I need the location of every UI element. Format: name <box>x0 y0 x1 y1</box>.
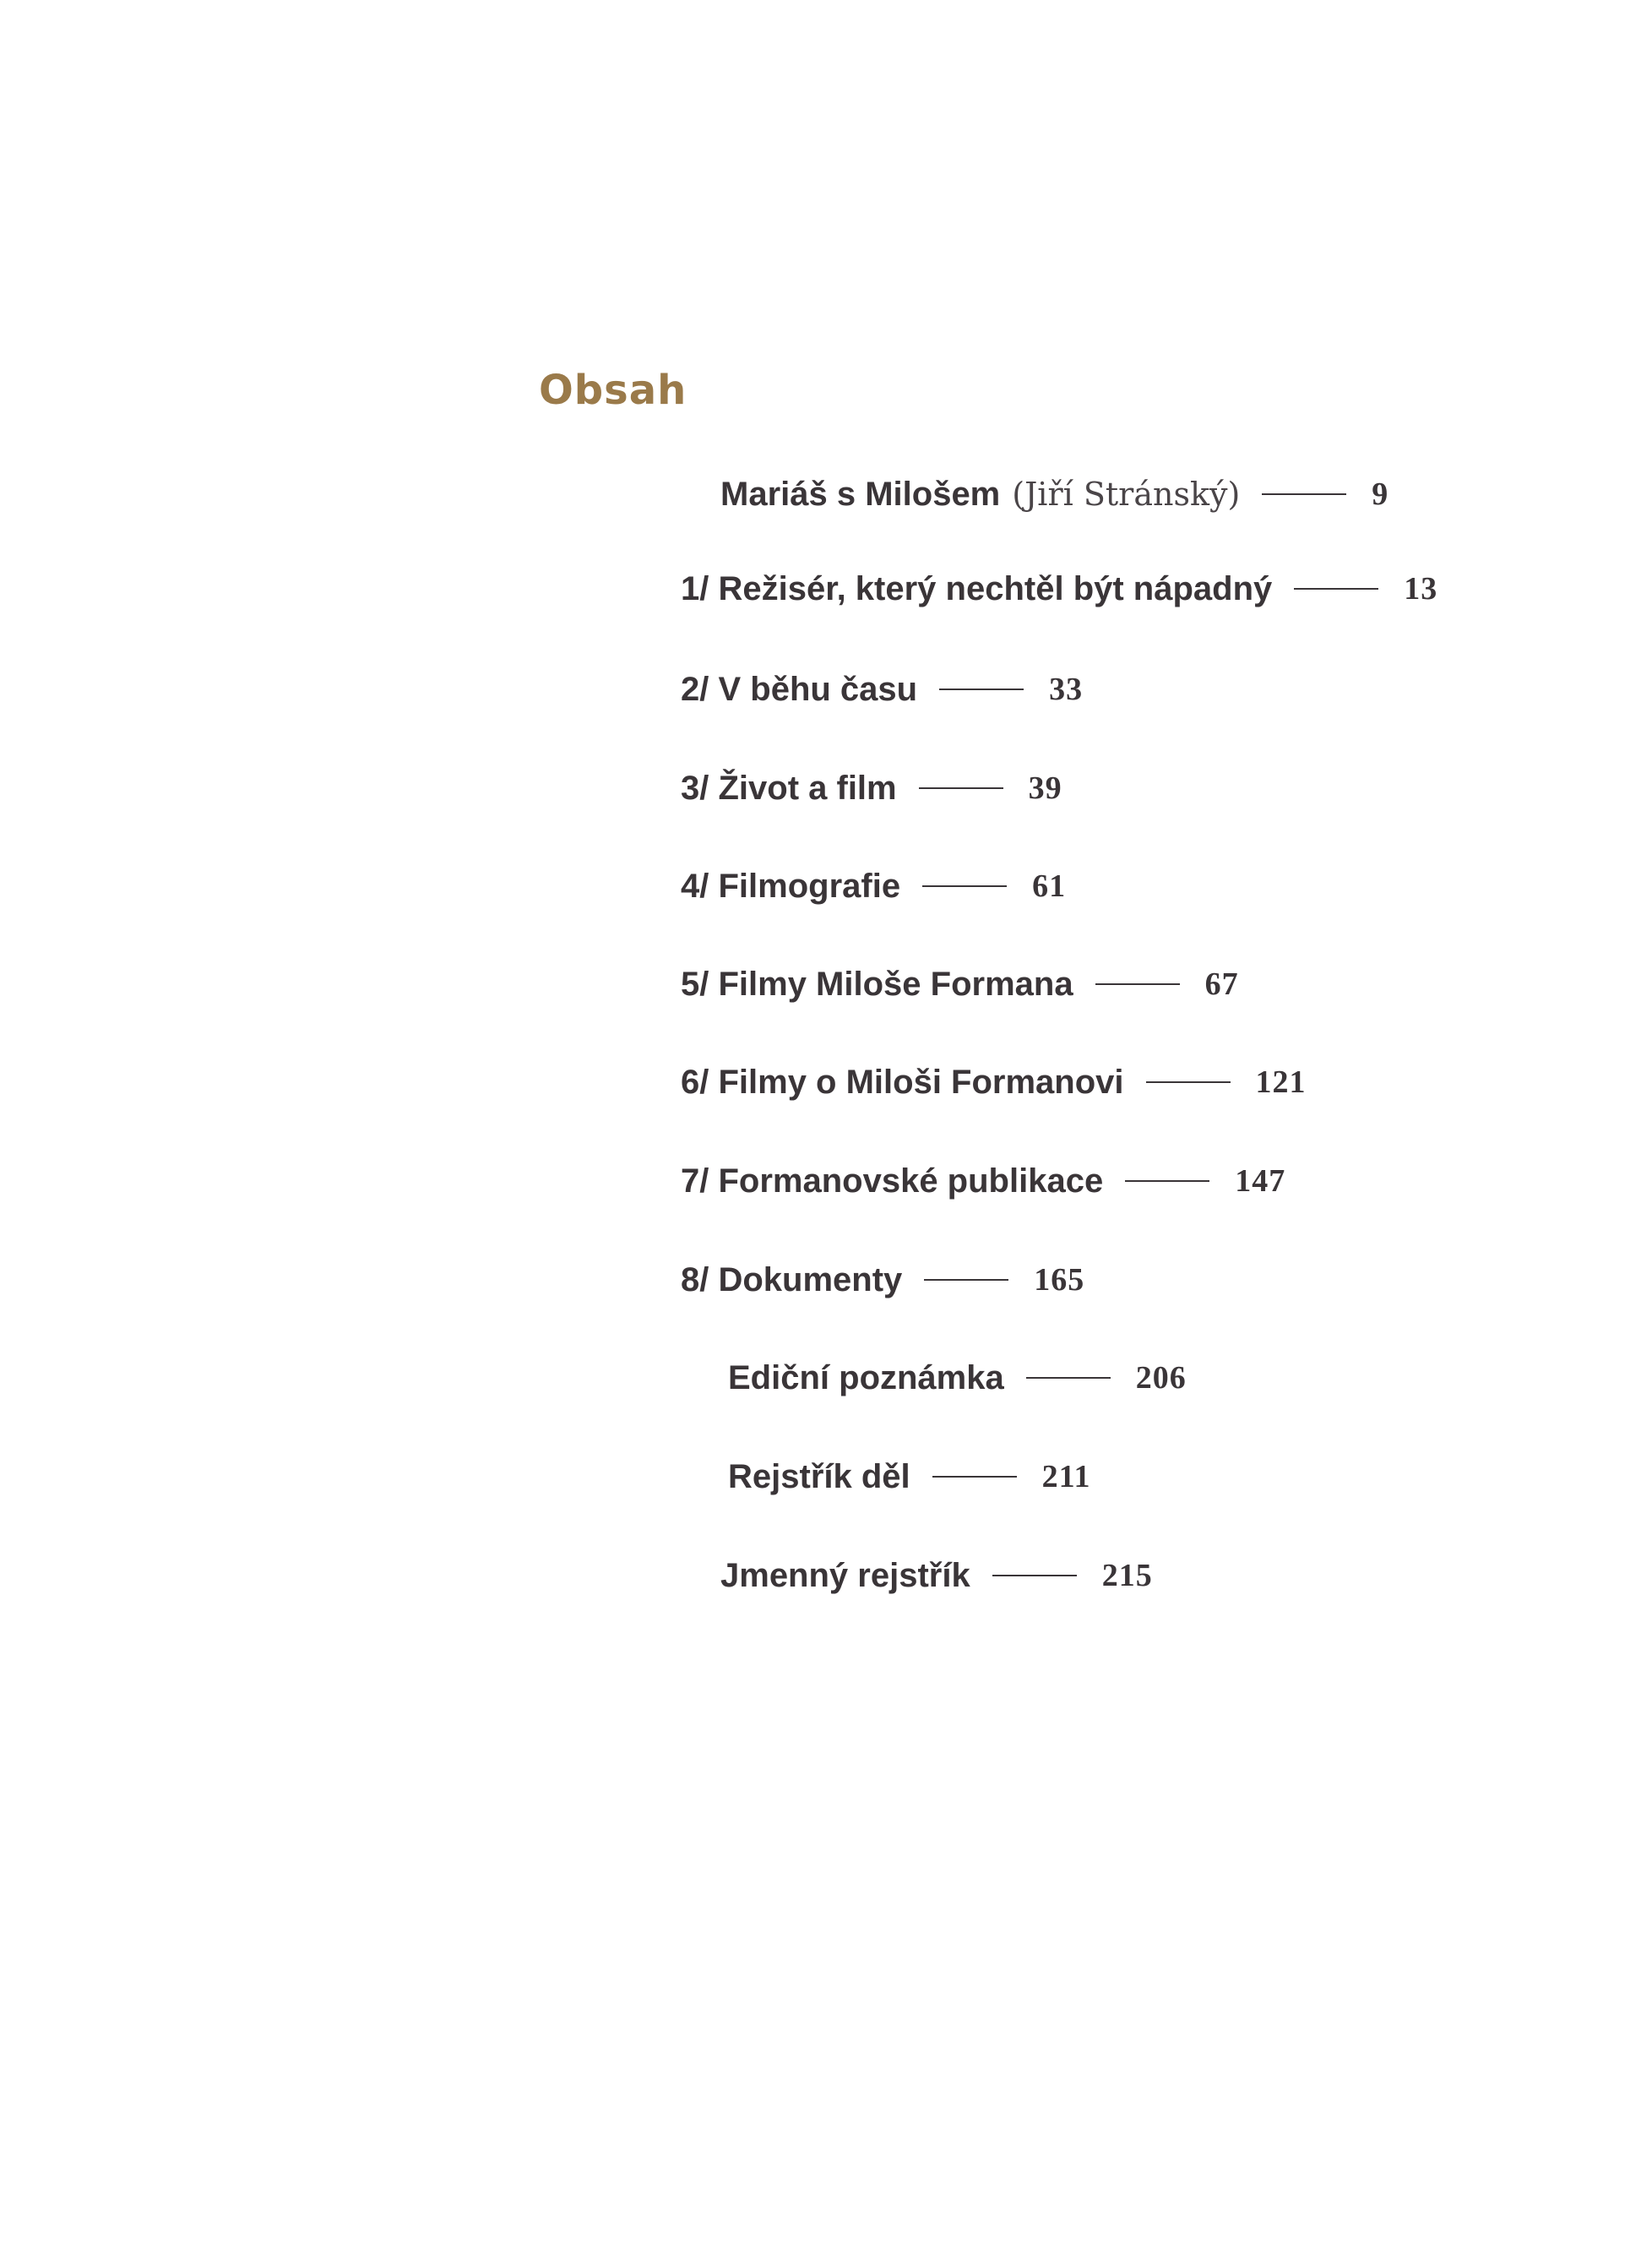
toc-entry-page: 206 <box>1135 1360 1187 1396</box>
toc-entry-page: 67 <box>1204 966 1239 1002</box>
toc-entry-page: 9 <box>1372 476 1389 512</box>
toc-entry-chapter-2 <box>681 664 1083 715</box>
toc-entry-page: 215 <box>1101 1558 1153 1593</box>
toc-entry-page: 121 <box>1255 1064 1307 1100</box>
toc-dash <box>922 885 1007 887</box>
toc-entry-page: 61 <box>1032 868 1067 904</box>
toc-entry-chapter-1 <box>681 563 1437 614</box>
toc-entry-chapter-8 <box>681 1255 1084 1305</box>
toc-entry-label: 3/ Život a film <box>681 769 897 807</box>
toc-entry-label: 4/ Filmografie <box>681 867 901 905</box>
toc-entry-page: 165 <box>1034 1262 1085 1298</box>
page-title: Obsah <box>539 367 687 414</box>
toc-entry-chapter-6 <box>681 1057 1307 1108</box>
toc-entry-chapter-7 <box>681 1156 1285 1206</box>
toc-entry-foreword <box>720 469 1388 520</box>
toc-entry-label: 2/ V běhu času <box>681 670 918 708</box>
toc-dash <box>919 787 1003 789</box>
toc-entry-author: (Jiří Stránský) <box>1012 476 1241 513</box>
toc-entry-editorial-note <box>728 1353 1187 1403</box>
toc-dash <box>1095 983 1180 985</box>
toc-entry-page: 211 <box>1041 1459 1091 1494</box>
toc-entry-page: 33 <box>1049 672 1084 707</box>
toc-entry-label: 1/ Režisér, který nechtěl být nápadný <box>681 569 1273 607</box>
toc-dash <box>1262 493 1346 495</box>
toc-entry-label: 6/ Filmy o Miloši Formanovi <box>681 1063 1124 1101</box>
toc-entry-page: 147 <box>1235 1163 1286 1199</box>
toc-entry-works-index <box>728 1451 1091 1502</box>
toc-dash <box>1026 1377 1111 1379</box>
toc-entry-page: 39 <box>1028 770 1062 806</box>
toc-entry-name-index <box>720 1550 1153 1601</box>
toc-entry-label: 8/ Dokumenty <box>681 1260 903 1298</box>
toc-entry-label: Ediční poznámka <box>728 1358 1004 1396</box>
toc-dash <box>1146 1081 1231 1083</box>
toc-entry-label: 7/ Formanovské publikace <box>681 1162 1104 1200</box>
toc-dash <box>1125 1180 1209 1182</box>
toc-entry-chapter-4 <box>681 861 1066 912</box>
toc-entry-page: 13 <box>1404 571 1438 607</box>
toc-entry-label: Rejstřík děl <box>728 1457 910 1495</box>
toc-dash <box>924 1279 1008 1281</box>
toc-entry-label: Mariáš s Milošem <box>720 475 1001 513</box>
toc-entry-chapter-5 <box>681 959 1239 1010</box>
toc-dash <box>932 1476 1017 1478</box>
toc-dash <box>939 689 1024 690</box>
toc-entry-label: 5/ Filmy Miloše Formana <box>681 965 1073 1003</box>
toc-entry-label: Jmenný rejstřík <box>720 1556 970 1594</box>
toc-dash <box>992 1575 1077 1576</box>
toc-dash <box>1294 588 1378 590</box>
toc-entry-chapter-3 <box>681 763 1062 814</box>
